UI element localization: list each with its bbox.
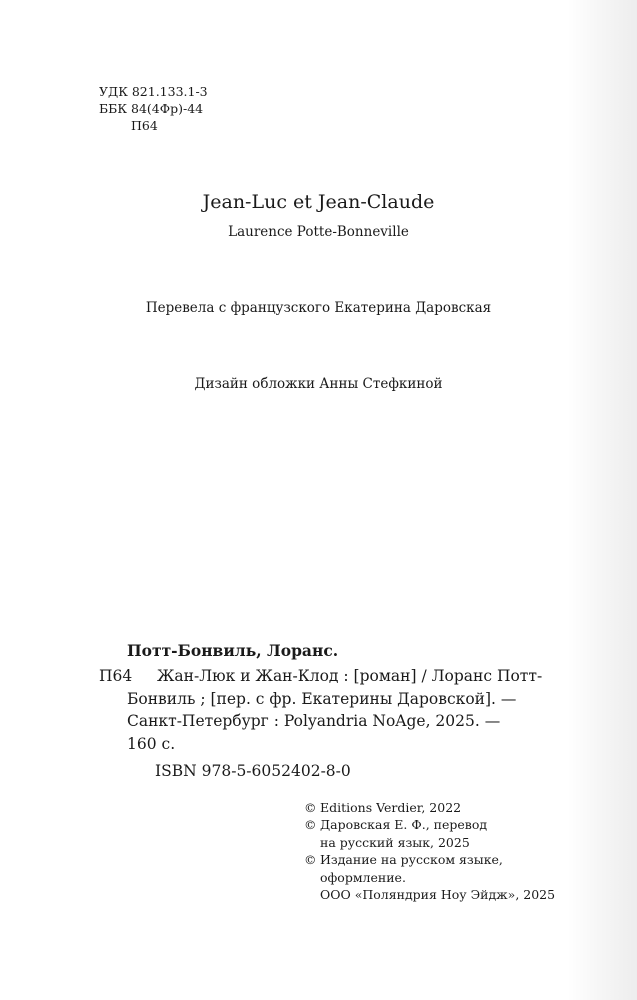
copyright-sign: © (304, 817, 317, 833)
bbk-code: ББК 84(4Фр)-44 (99, 101, 204, 116)
copyright-sign: © (304, 852, 317, 868)
copyright-block (304, 799, 555, 903)
copyright-line: на русский язык, 2025 (320, 834, 470, 850)
isbn: ISBN 978-5-6052402-8-0 (155, 762, 351, 780)
copyright-line: оформление. (320, 869, 406, 885)
page-edge-shadow (567, 0, 637, 1000)
copyright-entry (304, 816, 555, 851)
copyright-entry (304, 799, 555, 816)
catalog-code: П64 (99, 667, 133, 685)
catalog-line: Санкт-Петербург : Polyandria NoAge, 2025. — (127, 712, 501, 730)
copyright-line: Editions Verdier, 2022 (320, 800, 462, 815)
original-author: Laurence Potte-Bonneville (228, 224, 409, 240)
copyright-line: ООО «Поляндрия Ноу Эйдж», 2025 (320, 887, 556, 903)
original-title: Jean-Luc et Jean-Claude (202, 191, 435, 213)
copyright-line: Даровская Е. Ф., перевод (320, 817, 488, 833)
copyright-line: Издание на русском языке, (320, 852, 503, 868)
copyright-sign: © (304, 800, 317, 815)
catalog-line: Бонвиль ; [пер. с фр. Екатерины Даровской]. — (127, 689, 517, 708)
translator-credit: Перевела с французского Екатерина Даровская (145, 300, 492, 316)
catalog-line: Жан-Люк и Жан-Клод : [роман] / Лоранс Потт- (157, 667, 543, 685)
classification-block (99, 83, 208, 134)
udk-code: УДК 821.133.1-3 (99, 84, 208, 99)
author-mark: П64 (131, 118, 158, 133)
cover-design-credit: Дизайн обложки Анны Стефкиной (194, 376, 443, 392)
catalog-author-heading: Потт-Бонвиль, Лоранс. (127, 641, 339, 660)
catalog-description (127, 665, 557, 755)
copyright-entry (304, 851, 555, 903)
catalog-line: 160 с. (127, 734, 176, 753)
